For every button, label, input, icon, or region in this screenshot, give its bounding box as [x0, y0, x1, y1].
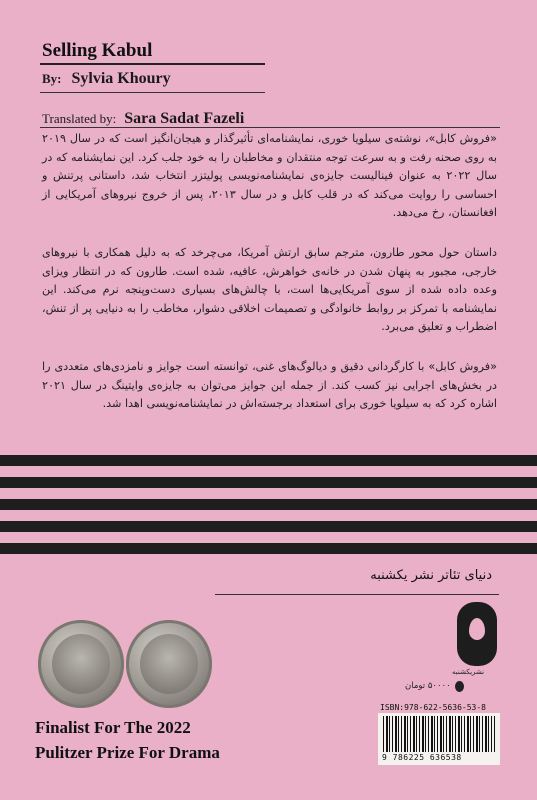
title-underline	[40, 63, 265, 65]
publisher-logo-text: نشریکشنبه	[452, 668, 485, 676]
pulitzer-medal-front-icon	[38, 620, 124, 708]
synopsis-paragraph-1: «فروش کابل»، نوشته‌ی سیلویا خوری، نمایشنامه‌ای تأثیرگذار و هیجان‌انگیز است که در سال ۲۰۱۹ به روی صحنه رفت و به سرعت توجه منتقدان و مخاطبان را به خود جلب کرد. این نمایشنامه که در سال ۲۰۲۲ به عنوان فینالیست جایزه‌ی نمایشنامه‌نویسی پولیتزر انتخاب شد، داستانی پرتنش و احساسی را روایت می‌کند که در قلب کابل و در سال ۲۰۱۳، پس از خروج نیروهای آمریکایی از افغانستان، رخ می‌دهد.	[42, 132, 498, 220]
translator-line	[42, 110, 244, 128]
barcode-number: 9 786225 636538	[382, 753, 462, 762]
translator-name: Sara Sadat Fazeli	[124, 110, 245, 127]
award-text	[35, 715, 220, 765]
synopsis-paragraph-3: «فروش کابل» با کارگردانی دقیق و دیالوگ‌های غنی، توانسته است جوایز و نامزدی‌های متعددی را در بخش‌های اجرایی نیز کسب کند. از جمله این جوایز می‌توان به جایزه‌ی وایتینگ در سال ۲۰۲۱ اشاره کرد که به سیلویا خوری برای استعداد برجسته‌اش در نمایشنامه‌نویسی اهدا شد.	[42, 360, 497, 411]
publisher-logo-icon	[457, 602, 497, 666]
stripe	[0, 499, 537, 510]
price-icon	[455, 681, 464, 692]
award-line-2: Pulitzer Prize For Drama	[35, 743, 220, 762]
barcode-bars-icon	[383, 716, 495, 752]
stripe	[0, 543, 537, 554]
translated-by-label: Translated by:	[42, 111, 117, 126]
pulitzer-medal-back-icon	[126, 620, 212, 708]
publisher-underline	[215, 594, 499, 595]
book-title: Selling Kabul	[42, 40, 153, 61]
barcode	[378, 713, 500, 765]
stripe	[0, 521, 537, 532]
author-name: Sylvia Khoury	[71, 70, 171, 87]
award-line-1: Finalist For The 2022	[35, 718, 191, 737]
author-line	[42, 70, 171, 88]
synopsis-paragraph-2: داستان حول محور طارون، مترجم سابق ارتش آمریکا، می‌چرخد که به دلیل همکاری با نیروهای خارجی، مجبور به پنهان شدن در خانه‌ی خواهرش، عافیه، شده است. طارون که در انتظار ویزای وعده داده شده از سوی آمریکایی‌ها است، با چالش‌های بسیاری دست‌وپنجه نرم می‌کند. این نمایشنامه با تمرکز بر روابط خانوادگی و تصمیمات اخلاقی دشوار، مخاطب را به دنیایی پر از تنش، اضطراب و تعلیق می‌برد.	[42, 246, 497, 334]
stripe	[0, 455, 537, 466]
price-label: ۵۰۰۰۰ تومان	[405, 681, 451, 691]
translator-underline	[40, 127, 500, 128]
isbn-text: ISBN:978-622-5636-53-8	[380, 703, 486, 712]
publisher-series: دنیای تئاتر نشر یکشنبه	[370, 568, 492, 583]
stripe	[0, 477, 537, 488]
by-label: By:	[42, 71, 62, 86]
author-underline	[40, 92, 265, 93]
